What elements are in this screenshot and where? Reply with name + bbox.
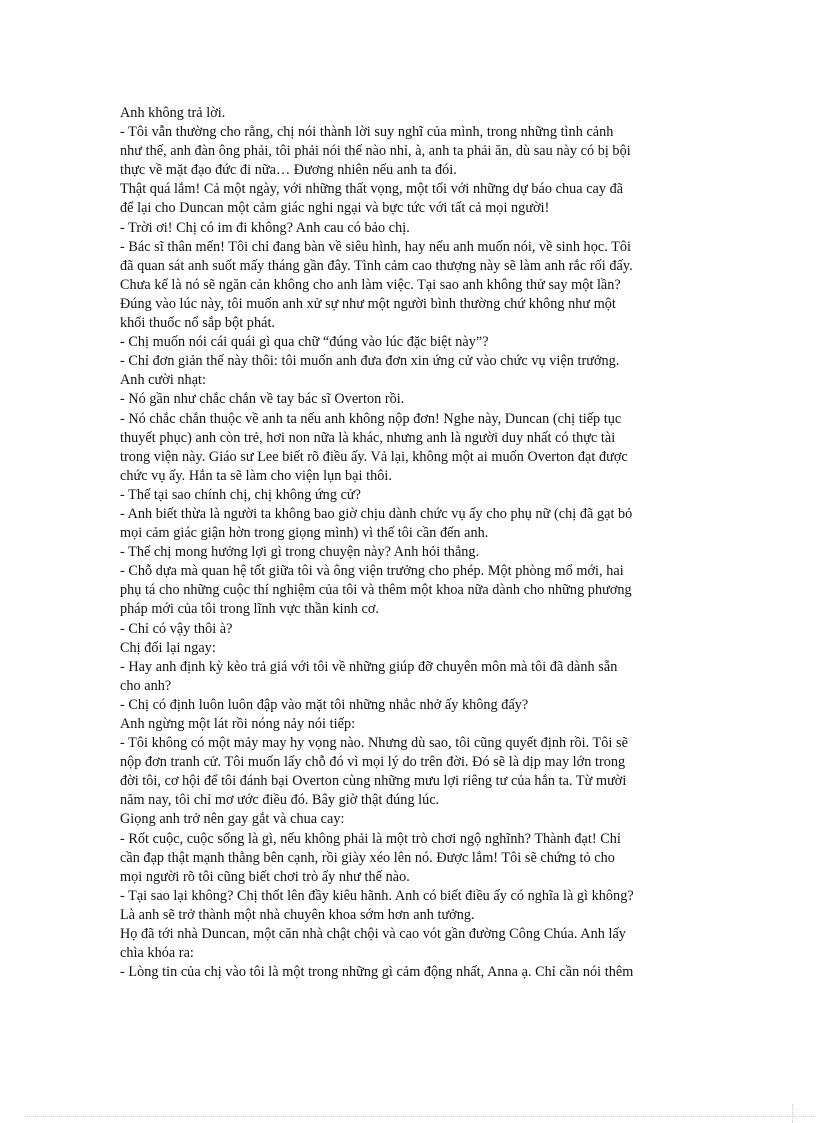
text-line: - Thế chị mong hưởng lợi gì trong chuyện này? Anh hỏi thẳng. bbox=[120, 544, 480, 561]
text-line: cần đạp thật mạnh thằng bên cạnh, rồi giày xéo lên nó. Được lắm! Tôi sẽ chứng tỏ cho bbox=[120, 849, 615, 866]
text-line: - Chỗ dựa mà quan hệ tốt giữa tôi và ông viện trưởng cho phép. Một phòng mổ mới, hai bbox=[120, 563, 624, 580]
text-line: - Hay anh định kỳ kèo trả giá với tôi về những giúp đỡ chuyên môn mà tôi đã dành sẵn bbox=[120, 658, 618, 675]
text-line: - Chỉ có vậy thôi à? bbox=[120, 620, 233, 637]
text-line: pháp mới của tôi trong lĩnh vực thần kinh cơ. bbox=[120, 601, 379, 618]
text-line: - Thế tại sao chính chị, chị không ứng cử? bbox=[120, 486, 362, 503]
text-line: đã quan sát anh suốt mấy tháng gần đây. Tình cảm cao thượng này sẽ làm anh rắc rối đấy. bbox=[120, 257, 633, 274]
page-bottom-divider bbox=[24, 1116, 816, 1118]
text-line: Giọng anh trở nên gay gắt và chua cay: bbox=[120, 811, 345, 828]
text-line: chức vụ ấy. Hắn ta sẽ làm cho viện lụn bại thôi. bbox=[120, 467, 392, 484]
text-line: - Tôi không có một mảy may hy vọng nào. Nhưng dù sao, tôi cũng quyết định rồi. Tôi sẽ bbox=[120, 735, 628, 752]
text-line: thực về mặt đạo đức đi nữa… Đương nhiên nếu anh ta đói. bbox=[120, 162, 457, 179]
text-line: - Chị có định luôn luôn đập vào mặt tôi những nhắc nhở ấy không đấy? bbox=[120, 696, 529, 713]
text-line: - Anh biết thừa là người ta không bao giờ chịu dành chức vụ ấy cho phụ nữ (chị đã gạt bỏ bbox=[120, 505, 633, 522]
text-line: chìa khóa ra: bbox=[120, 945, 194, 962]
body-text bbox=[120, 104, 700, 982]
page-edge-marker bbox=[792, 1104, 794, 1123]
text-line: khối thuốc nổ sắp bột phát. bbox=[120, 315, 276, 332]
text-line: trong viện này. Giáo sư Lee biết rõ điều ấy. Vả lại, không một ai muốn Overton đạt được bbox=[120, 448, 628, 465]
text-line: nộp đơn tranh cử. Tôi muốn lấy chỗ đó vì mọi lý do trên đời. Đó sẽ là dịp may lớn trong bbox=[120, 754, 626, 771]
text-line: - Rốt cuộc, cuộc sống là gì, nếu không phải là một trò chơi ngộ nghĩnh? Thành đạt! Chỉ bbox=[120, 830, 621, 847]
text-line: - Chị muốn nói cái quái gì qua chữ “đúng vào lúc đặc biệt này”? bbox=[120, 334, 489, 351]
text-line: phụ tá cho những cuộc thí nghiệm của tôi và thêm một khoa nữa dành cho những phương bbox=[120, 582, 632, 599]
text-line: cho anh? bbox=[120, 677, 172, 694]
text-line: mọi cảm giác giận hờn trong giọng mình) vì thế tôi cần đến anh. bbox=[120, 525, 489, 542]
text-line: thuyết phục) anh còn trẻ, hơi non nữa là khác, nhưng anh là người duy nhất có thực tài bbox=[120, 429, 616, 446]
text-line: - Lòng tin của chị vào tôi là một trong những gì cảm động nhất, Anna ạ. Chỉ cần nói thêm bbox=[120, 964, 634, 981]
text-line: Anh không trả lời. bbox=[120, 105, 226, 121]
text-line: như thế, anh đàn ông phải, tôi phải nói thế nào nhỉ, à, anh ta phải ăn, dù sau này có bị bội bbox=[120, 143, 631, 160]
text-line: - Tôi vẫn thường cho rằng, chị nói thành lời suy nghĩ của mình, trong những tình cảnh bbox=[120, 124, 614, 141]
text-line: Đúng vào lúc này, tôi muốn anh xử sự như một người bình thường chứ không như một bbox=[120, 295, 616, 312]
text-line: đời tôi, cơ hội để tôi đánh bại Overton cùng những mưu lợi riêng tư của hắn ta. Từ mười bbox=[120, 773, 627, 790]
text-line: Chị đối lại ngay: bbox=[120, 639, 216, 656]
text-line: - Trời ơi! Chị có im đi không? Anh cau có bảo chị. bbox=[120, 219, 410, 236]
text-line: Anh ngừng một lát rồi nóng nảy nói tiếp: bbox=[120, 716, 356, 732]
text-line: - Tại sao lại không? Chị thốt lên đầy kiêu hãnh. Anh có biết điều ấy có nghĩa là gì không? bbox=[120, 887, 634, 904]
text-line: năm nay, tôi chỉ mơ ước điều đó. Bây giờ thật đúng lúc. bbox=[120, 792, 440, 809]
text-line: Anh cười nhạt: bbox=[120, 372, 207, 389]
text-line: để lại cho Duncan một cảm giác nghi ngại và bực tức với tất cả mọi người! bbox=[120, 200, 550, 217]
text-line: - Nó gần như chắc chắn về tay bác sĩ Overton rồi. bbox=[120, 391, 405, 408]
text-line: Là anh sẽ trở thành một nhà chuyên khoa sớm hơn anh tưởng. bbox=[120, 906, 475, 923]
text-line: Thật quá lắm! Cả một ngày, với những thất vọng, một tối với những dự báo chua cay đã bbox=[120, 181, 624, 198]
text-line: - Chỉ đơn giản thế này thôi: tôi muốn anh đưa đơn xin ứng cử vào chức vụ viện trưởng. bbox=[120, 353, 620, 370]
text-line: mọi người rõ tôi cũng biết chơi trò ấy như thế nào. bbox=[120, 868, 410, 885]
text-line: Chưa kể là nó sẽ ngăn cản không cho anh làm việc. Tại sao anh không thử say một lần? bbox=[120, 276, 621, 293]
text-line: - Nó chắc chắn thuộc về anh ta nếu anh không nộp đơn! Nghe này, Duncan (chị tiếp tục bbox=[120, 410, 622, 427]
text-line: Họ đã tới nhà Duncan, một căn nhà chật chội và cao vót gần đường Công Chúa. Anh lấy bbox=[120, 926, 626, 943]
text-line: - Bác sĩ thân mến! Tôi chỉ đang bàn về siêu hình, hay nếu anh muốn nói, về sinh học. Tôi bbox=[120, 238, 631, 255]
